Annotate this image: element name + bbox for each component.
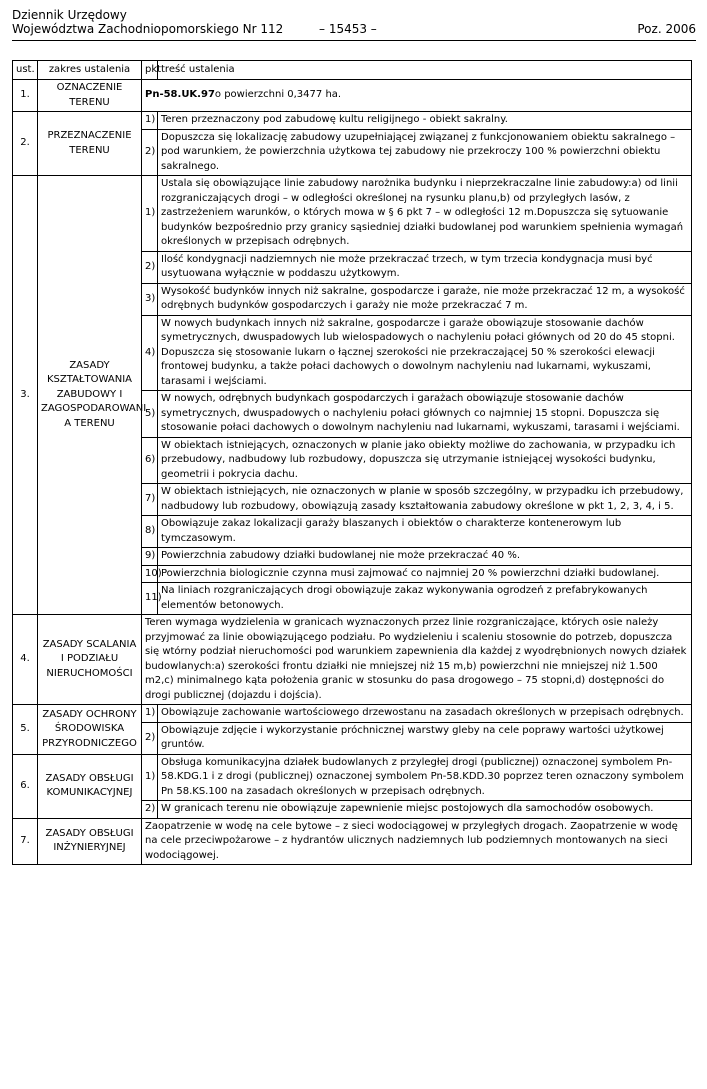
point-content: Ustala się obowiązujące linie zabudowy narożnika budynku i nieprzekraczalne linie zabudowy:a) od linii rozgraniczających drogi – w odległości określonej na rysunku planu,b) od przyległych lasów, z zastrzeżeniem warunków, o których mowa w § 6 pkt 7 – w odległości 12 m.Dopuszcza się sytuowanie budynków bezpośrednio przy granicy sąsiedniej działki budowlanej pod warunkiem spełnienia wymagań określonych w przepisach odrębnych. (158, 176, 692, 252)
row-number: 4. (13, 615, 38, 705)
point-content: Dopuszcza się lokalizację zabudowy uzupełniającej związanej z funkcjonowaniem obiektu sakralnego – pod warunkiem, że powierzchnia użytkowa tej zabudowy nie przekroczy 100 % powierzchni obiektu sakralnego. (158, 129, 692, 176)
row-content: Zaopatrzenie w wodę na cele bytowe – z sieci wodociągowej w przyległych drogach. Zaopatrzenie w wodę na cele przeciwpożarowe – z hydrantów ulicznych nadziemnych lub podziemnych montowanych na sieci wodociągowej. (142, 818, 692, 865)
point-content: Obowiązuje zdjęcie i wykorzystanie próchnicznej warstwy gleby na cele poprawy wartości użytkowej gruntów. (158, 722, 692, 754)
column-header-ust: ust. (13, 61, 38, 80)
point-content: W nowych budynkach innych niż sakralne, gospodarcze i garaże obowiązuje stosowanie dachów symetrycznych, dwuspadowych lub wielospadowych o nachyleniu połaci głównych od 20 do 45 stopni. Dopuszcza się stosowanie lukarn o łącznej szerokości nie przekraczającej 50 % szerokości elewacji frontowej budynku, a także połaci dachowych o dowolnym nachyleniu nad lukarnami, wykuszami, tarasami i wejściami. (158, 315, 692, 391)
point-number: 11) (142, 583, 158, 615)
table-row (13, 818, 692, 865)
table-row (13, 176, 692, 252)
point-content: Wysokość budynków innych niż sakralne, gospodarcze i garaże, nie może przekraczać 12 m, a wysokość odrębnych budynków gospodarczych i garaży nie może przekraczać 7 m. (158, 283, 692, 315)
row-number: 3. (13, 176, 38, 615)
point-content: W granicach terenu nie obowiązuje zapewnienie miejsc postojowych dla samochodów osobowych. (158, 801, 692, 819)
row-scope: OZNACZENIE TERENU (38, 80, 142, 112)
point-number: 1) (142, 176, 158, 252)
point-number: 8) (142, 516, 158, 548)
point-number: 6) (142, 437, 158, 484)
row-scope: ZASADY OBSŁUGI KOMUNIKACYJNEJ (38, 754, 142, 818)
row-number: 7. (13, 818, 38, 865)
point-number: 2) (142, 722, 158, 754)
point-content: Obowiązuje zachowanie wartościowego drzewostanu na zasadach określonych w przepisach odrębnych. (158, 705, 692, 723)
point-number: 2) (142, 129, 158, 176)
point-content: Na liniach rozgraniczających drogi obowiązuje zakaz wykonywania ogrodzeń z prefabrykowanych elementów betonowych. (158, 583, 692, 615)
point-content: Powierzchnia zabudowy działki budowlanej nie może przekraczać 40 %. (158, 548, 692, 566)
point-number: 2) (142, 801, 158, 819)
point-number: 1) (142, 112, 158, 130)
point-content: Obowiązuje zakaz lokalizacji garaży blaszanych i obiektów o charakterze kontenerowym lub tymczasowym. (158, 516, 692, 548)
area-size: o powierzchni 0,3477 ha. (214, 89, 342, 101)
journal-title: Dziennik Urzędowy (12, 8, 127, 22)
point-content: Powierzchnia biologicznie czynna musi zajmować co najmniej 20 % powierzchni działki budowlanej. (158, 565, 692, 583)
row-content (142, 80, 692, 112)
row-scope: ZASADY OBSŁUGI INŻYNIERYJNEJ (38, 818, 142, 865)
table-row (13, 705, 692, 723)
column-header-tresc: treść ustalenia (158, 61, 692, 80)
point-number: 7) (142, 484, 158, 516)
header-rule (12, 40, 696, 41)
column-header-zakres: zakres ustalenia (38, 61, 142, 80)
point-number: 1) (142, 754, 158, 801)
table-row (13, 112, 692, 130)
table-header-row (13, 61, 692, 80)
point-content: W nowych, odrębnych budynkach gospodarczych i garażach obowiązuje stosowanie dachów symetrycznych, dwuspadowych o nachyleniu połaci głównych co najmniej 15 stopni. Dopuszcza się stosowanie połaci dachowych o dowolnym nachyleniu nad lukarnami, wykuszami, tarasami i wejściami. (158, 391, 692, 438)
row-number: 6. (13, 754, 38, 818)
point-number: 2) (142, 251, 158, 283)
document-header (12, 8, 696, 36)
point-number: 4) (142, 315, 158, 391)
row-number: 2. (13, 112, 38, 176)
point-number: 1) (142, 705, 158, 723)
point-content: Teren przeznaczony pod zabudowę kultu religijnego - obiekt sakralny. (158, 112, 692, 130)
position-number: Poz. 2006 (637, 22, 696, 36)
point-content: W obiektach istniejących, nie oznaczonych w planie w sposób szczególny, w przypadku ich przebudowy, nadbudowy lub rozbudowy, obowiązują zasady kształtowania zabudowy określone w pkt 1, 2, 3, 4, i 5. (158, 484, 692, 516)
point-content: W obiektach istniejących, oznaczonych w planie jako obiekty możliwe do zachowania, w przypadku ich przebudowy, nadbudowy lub rozbudowy, dopuszcza się utrzymanie istniejącej wysokości budynku, geometrii i pokrycia dachu. (158, 437, 692, 484)
table-row (13, 80, 692, 112)
point-number: 5) (142, 391, 158, 438)
table-row (13, 754, 692, 801)
journal-subtitle: Województwa Zachodniopomorskiego Nr 112 (12, 22, 284, 36)
row-scope: PRZEZNACZENIE TERENU (38, 112, 142, 176)
page-number: – 15453 – (319, 22, 377, 36)
row-scope: ZASADY KSZTAŁTOWANIA ZABUDOWY I ZAGOSPODAROWANI A TERENU (38, 176, 142, 615)
point-content: Obsługa komunikacyjna działek budowlanych z przyległej drogi (publicznej) oznaczonej symbolem Pn-58.KDG.1 i z drogi (publicznej) oznaczonej symbolem Pn-58.KDD.30 poprzez teren oznaczony symbolem Pn 58.KS.100 na zasadach określonych w przepisach odrębnych. (158, 754, 692, 801)
area-code: Pn-58.UK.97 (145, 89, 215, 101)
table-row (13, 615, 692, 705)
point-number: 10) (142, 565, 158, 583)
row-number: 1. (13, 80, 38, 112)
regulations-table (12, 60, 692, 865)
row-content: Teren wymaga wydzielenia w granicach wyznaczonych przez linie rozgraniczające, których osie należy przyjmować za linie obowiązującego podziału. Po wydzieleniu i scaleniu stosownie do potrzeb, dopuszcza się wtórny podział nieruchomości pod warunkiem zapewnienia dla każdej z wyodrębnionych nowych działek budowlanych:a) szerokości frontu działki nie mniejszej niż 15 m,b) powierzchni nie mniejszej niż 1.500 m2,c) minimalnego kąta położenia granic w stosunku do pasa drogowego – 75 stopni,d) dostępności do drogi publicznej (dojazdu i dojścia). (142, 615, 692, 705)
row-number: 5. (13, 705, 38, 755)
point-number: 9) (142, 548, 158, 566)
row-scope: ZASADY OCHRONY ŚRODOWISKA PRZYRODNICZEGO (38, 705, 142, 755)
row-scope: ZASADY SCALANIA I PODZIAŁU NIERUCHOMOŚCI (38, 615, 142, 705)
point-content: Ilość kondygnacji nadziemnych nie może przekraczać trzech, w tym trzecia kondygnacja musi być usytuowana wyłącznie w poddaszu użytkowym. (158, 251, 692, 283)
column-header-pkt: pkt (142, 61, 158, 80)
point-number: 3) (142, 283, 158, 315)
